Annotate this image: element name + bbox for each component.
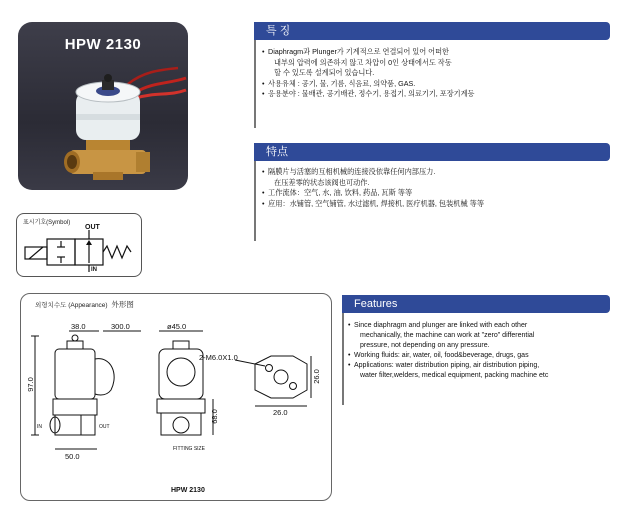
english-features-list (348, 321, 610, 381)
english-feature-item: • Applications: water distribution piping, air distribution piping, (348, 361, 610, 371)
dim-68: 68.0 (209, 409, 219, 424)
product-title: HPW 2130 (64, 36, 142, 53)
symbol-label: 표시기호(Symbol) (23, 220, 71, 226)
korean-features-rule (254, 40, 256, 128)
chinese-feature-item: • 应用：水铺管, 空气铺管, 水过滤机, 焊接机, 医疗机器, 包装机械 等等 (262, 199, 602, 210)
appearance-model: HPW 2130 (171, 487, 205, 494)
korean-features-heading: 특 징 (254, 22, 610, 40)
chinese-feature-item: • 工作流体：空气, 水, 油, 饮料, 药品, 瓦斯 等等 (262, 188, 602, 199)
english-feature-item: water filter,welders, medical equipment, packing machine etc (360, 372, 549, 379)
chinese-feature-item: • 隔膜片与活塞的互相机械的连接没依靠任何内部压力. (262, 167, 602, 178)
english-feature-item: • Working fluids: air, water, oil, food&beverage, drugs, gas (348, 351, 610, 361)
dim-26-height: 26.0 (311, 369, 321, 384)
symbol-in-label: IN (91, 267, 97, 273)
english-features-rule (342, 313, 344, 405)
dim-300: 300.0 (111, 322, 130, 331)
korean-feature-item: 할 수 있도록 설계되어 있습니다. (274, 68, 375, 77)
korean-feature-item: • 응용분야 : 물배관, 공기배관, 정수기, 용접기, 의료기기, 포장기계등 (262, 89, 602, 100)
solenoid-valve-photo (18, 22, 188, 190)
appearance-out-label: OUT (99, 424, 110, 430)
dim-45: ø45.0 (167, 322, 187, 331)
dim-97: 97.0 (25, 377, 35, 392)
fitting-size-label: FITTING SIZE (173, 446, 205, 452)
appearance-drawing (20, 293, 332, 501)
valve-symbol-icon (17, 214, 143, 278)
appearance-in-label: IN (37, 424, 42, 430)
chinese-features-list (262, 167, 602, 209)
korean-feature-item: • 사용유체 : 공기, 물, 기름, 식음료, 의약품, GAS. (262, 79, 602, 90)
english-feature-item: mechanically, the machine can work at "zero" differential (360, 332, 535, 339)
chinese-features-rule (254, 161, 256, 241)
appearance-label-cn: 外形图 (111, 300, 134, 309)
dim-50: 50.0 (65, 452, 80, 461)
korean-feature-item: 내부의 압력에 의존하지 않고 차압이 0인 상태에서도 작동 (274, 57, 452, 67)
symbol-out-label: OUT (85, 224, 100, 231)
dim-26-width: 26.0 (273, 408, 288, 417)
english-features-heading: Features (342, 295, 610, 313)
dim-m6: 2-M6.0X1.0 (199, 353, 238, 362)
english-feature-item: • Since diaphragm and plunger are linked with each other (348, 321, 610, 331)
dim-38: 38.0 (71, 322, 86, 331)
chinese-feature-item: 在压差零的状态该阀也可动作. (274, 177, 370, 187)
appearance-label-kr: 외형치수도 (Appearance) (35, 302, 108, 309)
english-feature-item: pressure, not depending on any pressure. (360, 342, 490, 349)
chinese-features-heading: 特点 (254, 143, 610, 161)
product-photo-card (18, 22, 188, 190)
korean-features-list (262, 47, 602, 100)
korean-feature-item: • Diaphragm과 Plunger가 기계적으로 연결되어 있어 어떠한 (262, 47, 602, 58)
symbol-diagram (16, 213, 142, 277)
